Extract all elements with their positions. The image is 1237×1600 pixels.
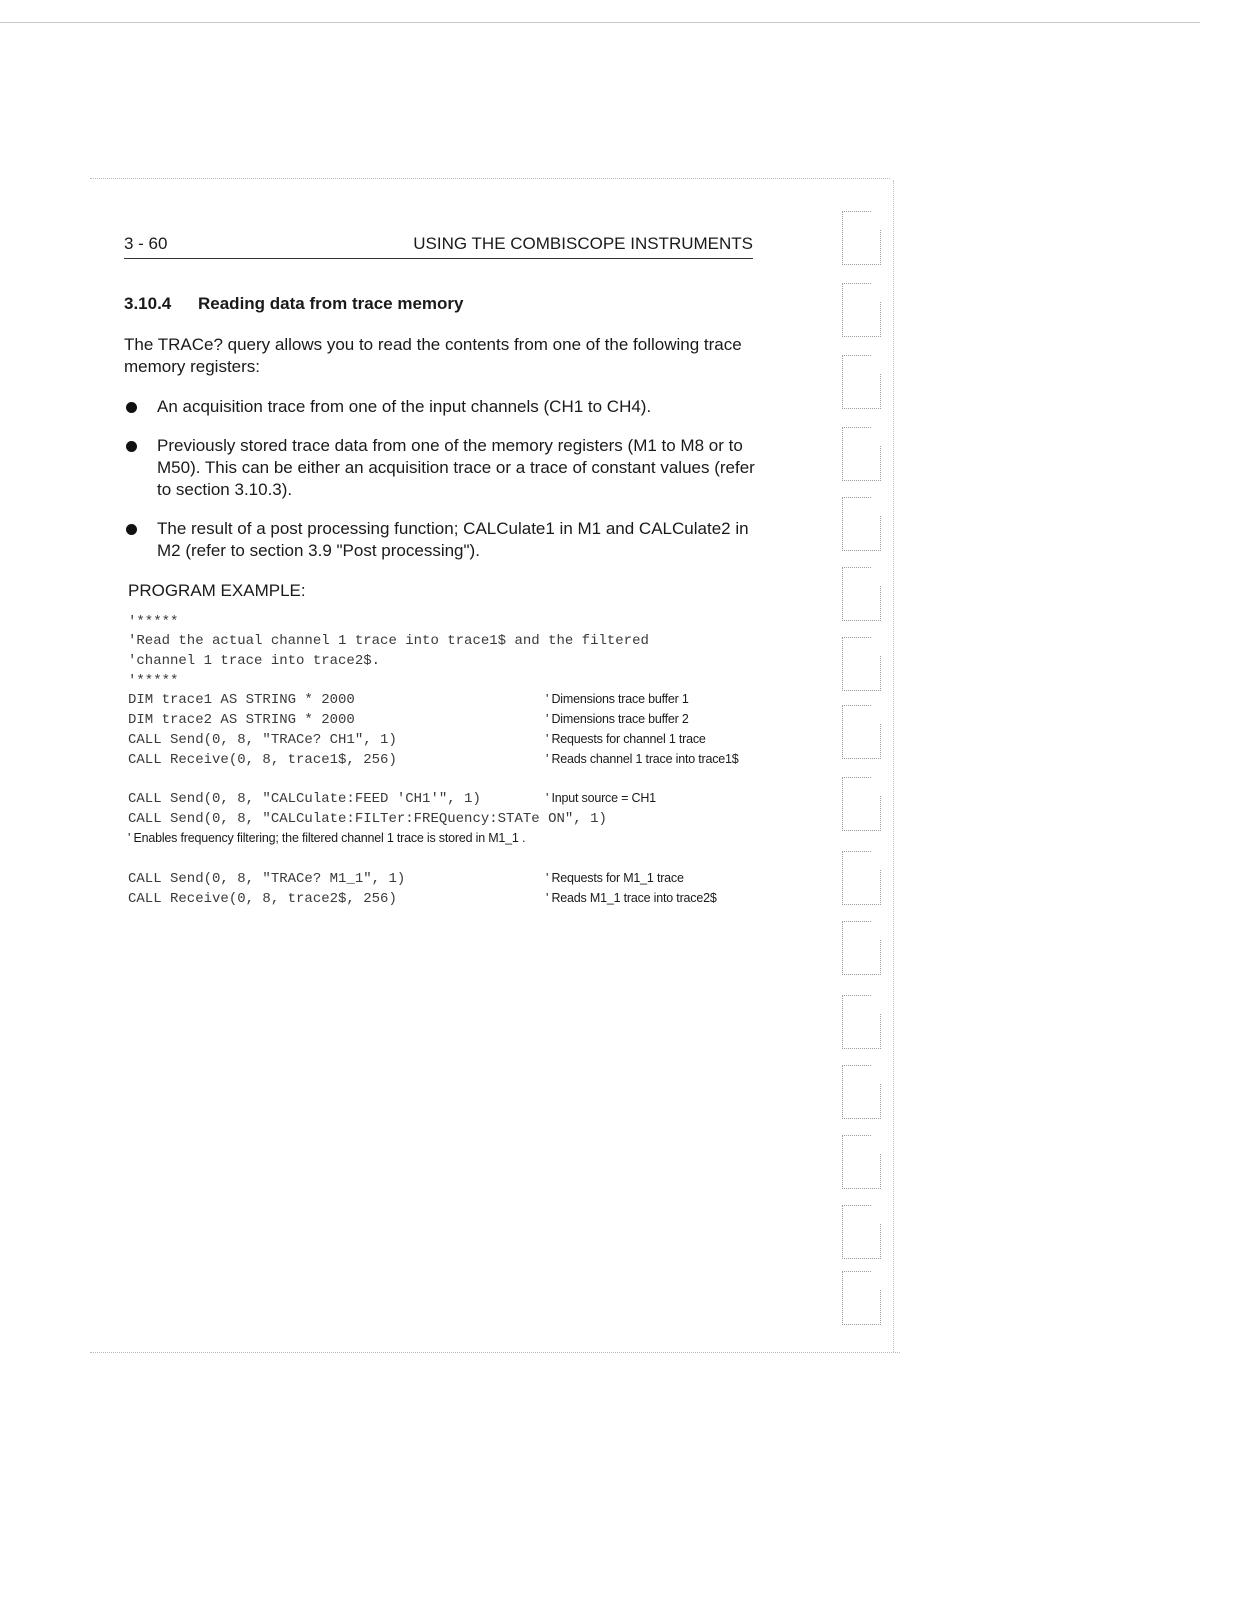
code-line: '***** bbox=[128, 614, 179, 630]
page-number: 3 - 60 bbox=[124, 234, 168, 253]
scan-lower-margin-line bbox=[90, 1352, 900, 1353]
code-line: CALL Send(0, 8, "TRACe? M1_1", 1) bbox=[128, 871, 406, 887]
code-line: DIM trace1 AS STRING * 2000 bbox=[128, 692, 355, 708]
index-tab-mark bbox=[842, 1271, 871, 1325]
index-tab-mark bbox=[842, 283, 871, 337]
code-line: 'channel 1 trace into trace2$. bbox=[128, 653, 381, 669]
list-item bbox=[124, 396, 764, 418]
code-comment: ' Dimensions trace buffer 1 bbox=[546, 692, 689, 706]
code-line: '***** bbox=[128, 673, 179, 689]
index-tab-mark bbox=[842, 1135, 871, 1189]
index-tab-mark bbox=[842, 567, 871, 621]
index-tab-mark bbox=[842, 1065, 871, 1119]
chapter-title: USING THE COMBISCOPE INSTRUMENTS bbox=[413, 234, 753, 253]
code-line: CALL Receive(0, 8, trace2$, 256) bbox=[128, 891, 397, 907]
code-line: 'Read the actual channel 1 trace into trace1$ and the filtered bbox=[128, 633, 649, 649]
scan-top-rule bbox=[0, 22, 1200, 23]
code-comment: ' Requests for channel 1 trace bbox=[546, 732, 706, 746]
code-comment: ' Reads channel 1 trace into trace1$ bbox=[546, 752, 739, 766]
index-tab-mark bbox=[842, 777, 871, 831]
section-title: Reading data from trace memory bbox=[198, 294, 464, 313]
page-header bbox=[124, 234, 753, 259]
section-number: 3.10.4 bbox=[124, 294, 172, 313]
index-tab-mark bbox=[842, 637, 871, 691]
code-line: DIM trace2 AS STRING * 2000 bbox=[128, 712, 355, 728]
section-heading bbox=[124, 294, 463, 314]
bullet-text: Previously stored trace data from one of the memory registers (M1 to M8 or to M50). This can be either an acquisition trace or a trace of constant values (refer to section 3.10.3). bbox=[157, 436, 755, 499]
bullet-text: The result of a post processing function; CALCulate1 in M1 and CALCulate2 in M2 (refer to section 3.9 "Post processing"). bbox=[157, 519, 749, 560]
program-example-label: PROGRAM EXAMPLE: bbox=[128, 581, 306, 600]
bullet-text: An acquisition trace from one of the input channels (CH1 to CH4). bbox=[157, 397, 652, 416]
code-line: CALL Send(0, 8, "TRACe? CH1", 1) bbox=[128, 732, 397, 748]
index-tab-mark bbox=[842, 921, 871, 975]
index-tab-mark bbox=[842, 1205, 871, 1259]
code-line: CALL Receive(0, 8, trace1$, 256) bbox=[128, 752, 397, 768]
index-tab-mark bbox=[842, 851, 871, 905]
index-tab-mark bbox=[842, 497, 871, 551]
index-tab-mark bbox=[842, 705, 871, 759]
code-line: CALL Send(0, 8, "CALCulate:FEED 'CH1'", 1) bbox=[128, 791, 481, 807]
code-comment: ' Dimensions trace buffer 2 bbox=[546, 712, 689, 726]
intro-paragraph: The TRACe? query allows you to read the contents from one of the following trace memory registers: bbox=[124, 335, 742, 376]
index-tab-mark bbox=[842, 211, 871, 265]
bullet-icon bbox=[126, 441, 137, 452]
scan-upper-margin-line bbox=[90, 178, 890, 179]
list-item bbox=[124, 518, 764, 562]
bullet-list bbox=[124, 396, 764, 579]
bullet-icon bbox=[126, 524, 137, 535]
list-item bbox=[124, 435, 764, 501]
code-comment: ' Input source = CH1 bbox=[546, 791, 656, 805]
code-comment: ' Enables frequency filtering; the filtered channel 1 trace is stored in M1_1 . bbox=[128, 831, 526, 845]
page-right-edge bbox=[893, 180, 894, 1352]
code-comment: ' Requests for M1_1 trace bbox=[546, 871, 684, 885]
index-tab-mark bbox=[842, 427, 871, 481]
index-tab-mark bbox=[842, 355, 871, 409]
index-tab-mark bbox=[842, 995, 871, 1049]
code-comment: ' Reads M1_1 trace into trace2$ bbox=[546, 891, 717, 905]
code-line: CALL Send(0, 8, "CALCulate:FILTer:FREQuency:STATe ON", 1) bbox=[128, 811, 607, 827]
bullet-icon bbox=[126, 402, 137, 413]
